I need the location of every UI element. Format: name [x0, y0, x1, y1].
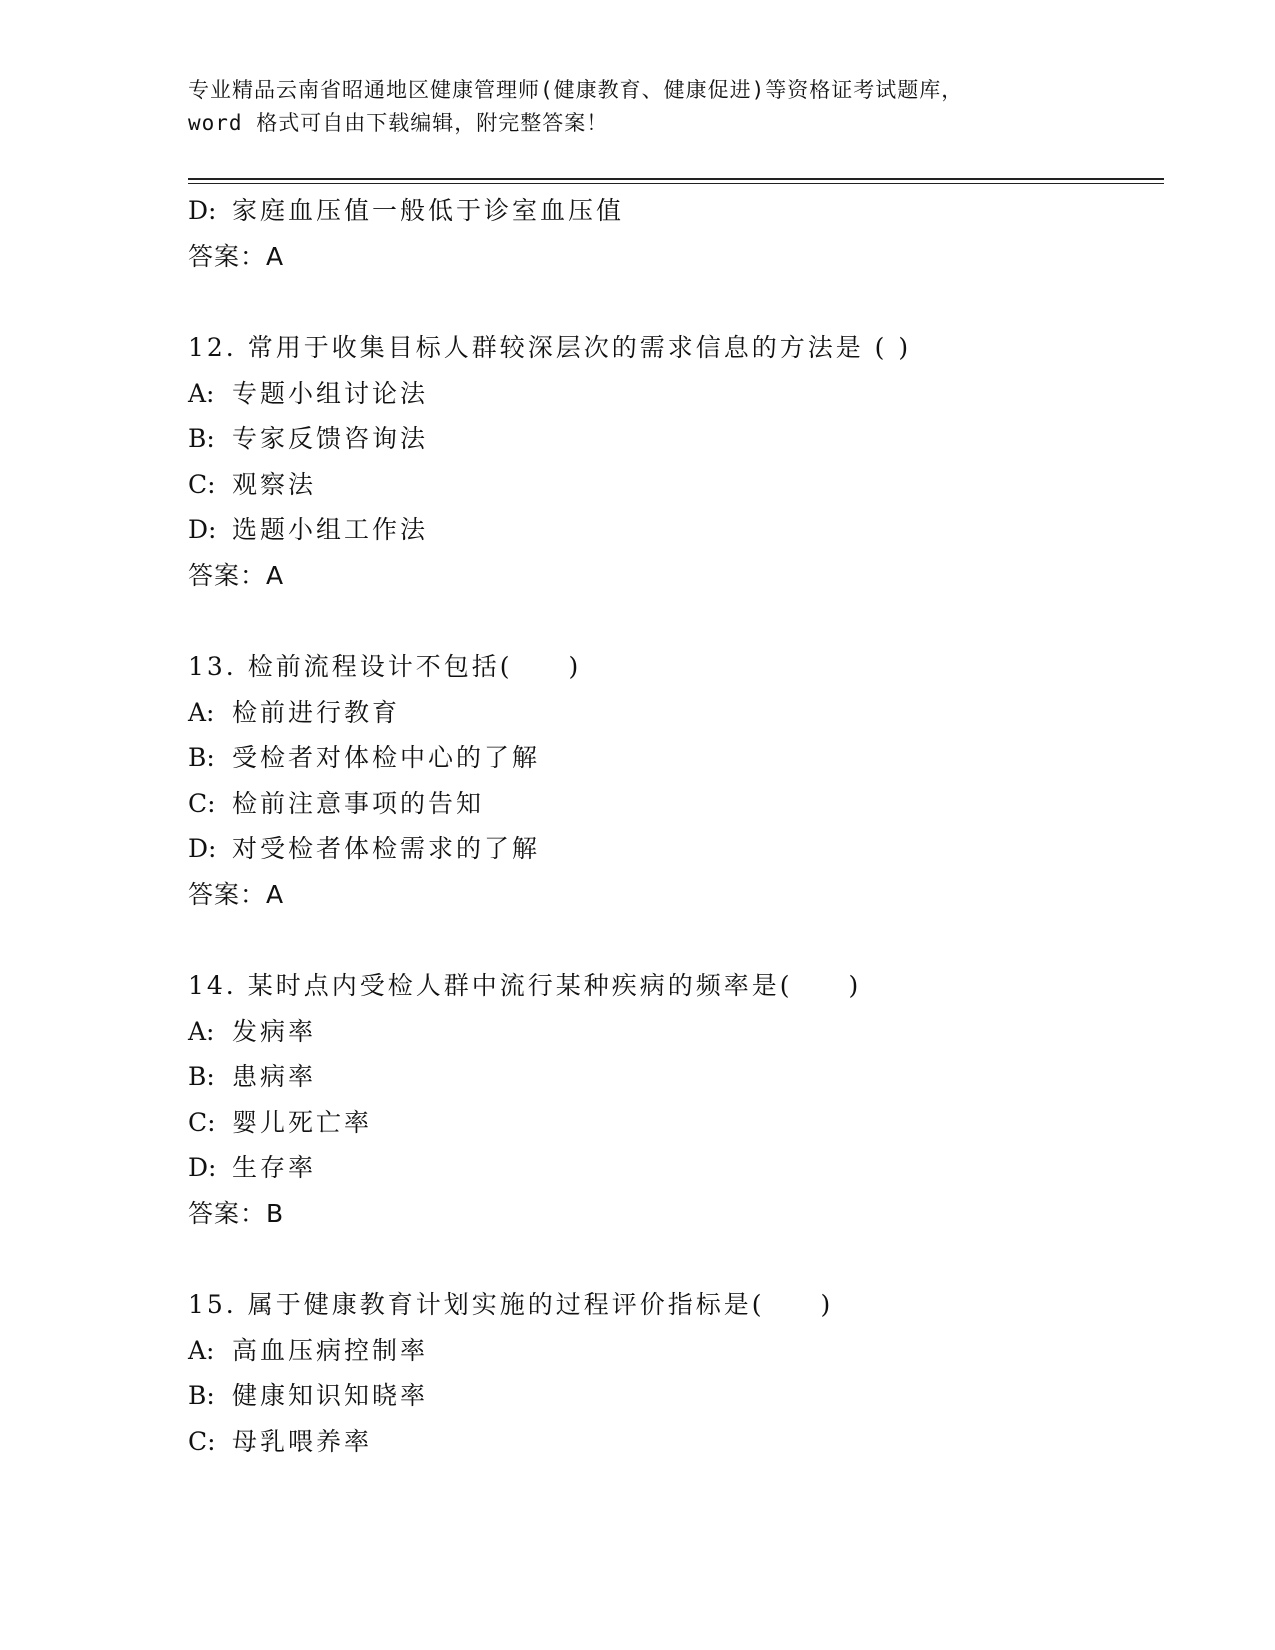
option-c	[188, 1100, 1164, 1146]
answer-label: 答案：	[188, 241, 267, 271]
option-text: 患病率	[232, 1062, 317, 1091]
option-text: 生存率	[232, 1153, 317, 1182]
option-label: D:	[188, 1153, 217, 1182]
option-text: 对受检者体检需求的了解	[232, 834, 541, 863]
option-label: C:	[188, 1426, 216, 1456]
option-b	[188, 416, 1164, 462]
answer-label: 答案：	[188, 1198, 267, 1228]
option-label: D:	[188, 515, 217, 544]
answer-value: A	[266, 241, 285, 271]
option-b	[188, 1054, 1164, 1100]
answer-line	[188, 1191, 1164, 1237]
option-label: D:	[188, 834, 217, 863]
option-text: 受检者对体检中心的了解	[232, 743, 541, 772]
option-c	[188, 781, 1164, 827]
question-stem: 13. 检前流程设计不包括( )	[188, 652, 582, 681]
question-stem: 12. 常用于收集目标人群较深层次的需求信息的方法是 ( )	[188, 333, 912, 362]
answer-line	[188, 553, 1164, 599]
option-text: 专题小组讨论法	[232, 378, 429, 408]
option-label: B:	[188, 1381, 215, 1410]
answer-value: A	[266, 560, 285, 590]
option-label: C:	[188, 1107, 216, 1137]
option-d	[188, 1145, 1164, 1191]
option-c	[188, 1419, 1164, 1465]
option-text: 母乳喂养率	[232, 1426, 373, 1456]
option-label: C:	[188, 788, 216, 818]
option-text: 检前注意事项的告知	[232, 788, 485, 818]
option-label: B:	[188, 743, 215, 772]
option-d	[188, 507, 1164, 553]
option-label: B:	[188, 1062, 215, 1091]
option-label: A:	[188, 378, 215, 408]
question-stem: 14. 某时点内受检人群中流行某种疾病的频率是( )	[188, 971, 862, 1000]
option-d	[188, 826, 1164, 872]
header-line-2: word 格式可自由下载编辑，附完整答案！	[188, 111, 609, 135]
option-text: 婴儿死亡率	[232, 1107, 373, 1137]
option-a	[188, 690, 1164, 736]
option-a	[188, 1328, 1164, 1374]
option-text: 健康知识知晓率	[232, 1381, 429, 1410]
option-label: A:	[188, 1016, 215, 1046]
document-header	[188, 74, 1088, 140]
question-list	[188, 188, 1164, 1464]
header-line-1: 专业精品云南省昭通地区健康管理师(健康教育、健康促进)等资格证考试题库，	[188, 78, 964, 102]
option-text: 家庭血压值一般低于诊室血压值	[232, 196, 625, 225]
option-label: A:	[188, 697, 215, 727]
answer-line	[188, 234, 1164, 280]
option-text: 检前进行教育	[232, 697, 401, 727]
option-text: 高血压病控制率	[232, 1335, 429, 1365]
answer-label: 答案：	[188, 879, 267, 909]
option-a	[188, 371, 1164, 417]
answer-line	[188, 872, 1164, 918]
option-label: D:	[188, 196, 217, 225]
option-c	[188, 462, 1164, 508]
question-stem: 15. 属于健康教育计划实施的过程评价指标是( )	[188, 1290, 834, 1319]
option-a	[188, 1009, 1164, 1055]
option-d	[188, 188, 1164, 234]
header-divider-thick	[188, 178, 1164, 180]
answer-label: 答案：	[188, 560, 267, 590]
option-text: 专家反馈咨询法	[232, 424, 429, 453]
option-label: A:	[188, 1335, 215, 1365]
option-b	[188, 735, 1164, 781]
option-text: 观察法	[232, 469, 317, 499]
option-text: 选题小组工作法	[232, 515, 429, 544]
answer-value: B	[266, 1198, 285, 1228]
answer-value: A	[266, 879, 285, 909]
option-b	[188, 1373, 1164, 1419]
header-divider-thin	[188, 183, 1164, 184]
option-label: B:	[188, 424, 215, 453]
option-text: 发病率	[232, 1016, 317, 1046]
option-label: C:	[188, 469, 216, 499]
